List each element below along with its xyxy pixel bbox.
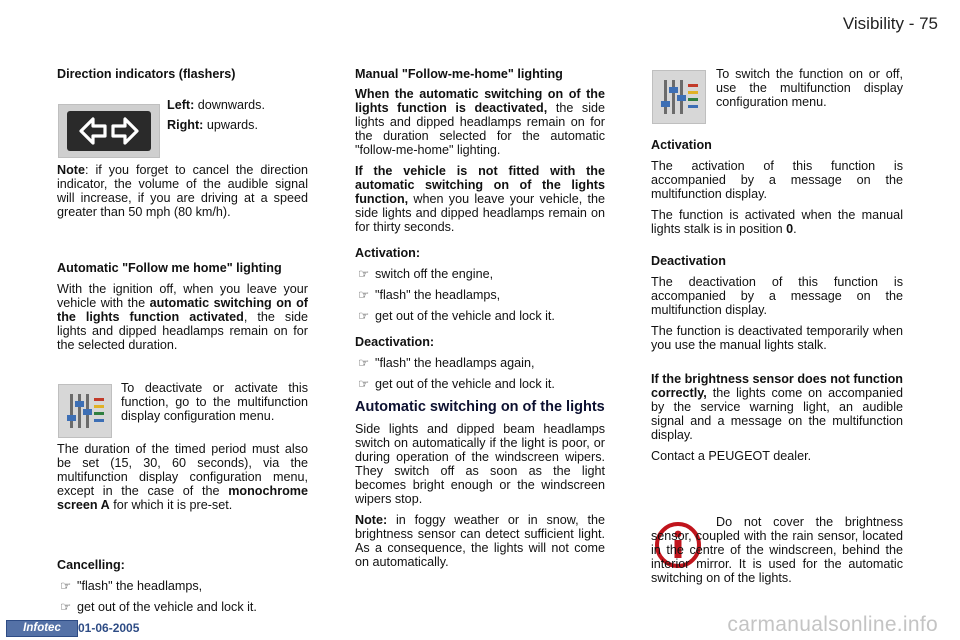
note-label: Note [57, 163, 85, 177]
left-label: Left: [167, 98, 195, 112]
deactivation-item-1: "flash" the headlamps again, [375, 356, 535, 370]
deactivation-paragraph-1: The deactivation of this function is accompanied by a message on the multifunction display. [651, 275, 903, 317]
direction-indicator-image [58, 104, 160, 158]
duration-bold: monochrome screen A [57, 484, 308, 512]
deactivation-item-2: get out of the vehicle and lock it. [375, 377, 555, 391]
watermark: carmanualsonline.info [727, 613, 938, 636]
manual-follow-heading: Manual "Follow-me-home" lighting [355, 67, 563, 81]
duration-block [57, 442, 308, 519]
note-text: : if you forget to cancel the direction indicator, the volume of the audible signal will increase, if you are driving at a speed greater than 50 mph (80 km/h). [57, 163, 308, 219]
follow-me-home-paragraph [57, 282, 308, 352]
note-label-2: Note: [355, 513, 388, 527]
auto-switching-paragraph: Side lights and dipped beam headlamps switch on automatically if the light is poor, or during operation of the windscreen wipers. They switch off as soon as the light becomes bright enough or the windscreen wipers stop. [355, 422, 605, 506]
activation-p2-c: . [793, 222, 797, 236]
cancelling-heading: Cancelling: [57, 558, 125, 572]
list-item [57, 600, 308, 614]
left-line [167, 98, 307, 112]
manual-paragraph-2 [355, 164, 605, 234]
activation-p2-a: The function is activated when the manual lights stalk is in position [651, 208, 903, 236]
activation-heading-right: Activation [651, 138, 712, 152]
sensor-text: the lights come on accompanied by the service warning light, an audible signal and a message on the multifunction display. [651, 386, 903, 442]
sensor-block [651, 372, 903, 470]
activation-item-1: switch off the engine, [375, 267, 494, 281]
deactivation-heading: Deactivation: [355, 335, 435, 349]
list-item [57, 579, 308, 593]
auto-switching-note [355, 513, 605, 569]
page-title: Visibility - 75 [842, 14, 938, 33]
follow-text-c: , the side lights and dipped headlamps remain on for the selected duration. [57, 310, 308, 352]
cancel-item-2: get out of the vehicle and lock it. [77, 600, 257, 614]
deactivate-note [121, 381, 308, 430]
infotec-badge: Infotec [6, 620, 78, 637]
activation-paragraph-1: The activation of this function is accompanied by a message on the multifunction display. [651, 159, 903, 201]
arrow-left-right-icon [67, 111, 151, 151]
pointing-hand-icon: ☞ [358, 377, 370, 391]
pointing-hand-icon: ☞ [358, 267, 370, 281]
warning-block [651, 515, 903, 585]
auto-switching-block [355, 399, 605, 576]
pointing-hand-icon: ☞ [358, 309, 370, 323]
activation-item-3: get out of the vehicle and lock it. [375, 309, 555, 323]
note-paragraph [57, 163, 308, 219]
manual-p2-bold: If the vehicle is not fitted with the automatic switching on of the lights function, [355, 164, 605, 206]
list-item [355, 309, 605, 323]
cancel-item-1: "flash" the headlamps, [77, 579, 203, 593]
direction-indicators-heading: Direction indicators (flashers) [57, 67, 236, 81]
switch-function-note [716, 67, 903, 116]
follow-me-home-block [57, 261, 308, 359]
column-left [57, 67, 308, 88]
manual-p2-text: when you leave your vehicle, the side lights and dipped headlamps remain on for thirty seconds. [355, 192, 605, 234]
deactivation-block-right [651, 254, 903, 359]
left-right-labels [167, 98, 307, 132]
follow-me-home-heading: Automatic "Follow me home" lighting [57, 261, 282, 275]
note-block [57, 163, 308, 226]
list-item [355, 288, 605, 302]
activation-item-2: "flash" the headlamps, [375, 288, 501, 302]
left-text: downwards. [197, 98, 265, 112]
column-middle [355, 67, 605, 398]
warning-text: Do not cover the brightness sensor, coupled with the rain sensor, located in the centre of the windscreen, behind the interior mirror. It is used for the automatic switching on of the lights. [651, 515, 903, 585]
column-right [651, 138, 903, 243]
duration-a: The duration of the timed period must also be set (15, 30, 60 seconds), via the multifunction display configuration menu, except in the case of the [57, 442, 308, 498]
manual-p1-text: the side lights and dipped headlamps remain on for the duration selected for the automatic "follow-me-home" lighting. [355, 101, 605, 157]
right-text: upwards. [206, 118, 258, 132]
activation-p2-bold: 0 [786, 222, 794, 236]
follow-text-bold: automatic switching on of the lights function activated [57, 296, 308, 324]
deactivation-paragraph-2: The function is deactivated temporarily when you use the manual lights stalk. [651, 324, 903, 352]
list-item [355, 377, 605, 391]
auto-switching-heading: Automatic switching on of the lights [355, 399, 605, 415]
follow-text-a: With the ignition off, when you leave your vehicle with the [57, 282, 308, 310]
manual-p1-bold: When the automatic switching on of the lights function is deactivated, [355, 87, 605, 115]
manual-paragraph-1 [355, 87, 605, 157]
right-label: Right: [167, 118, 204, 132]
duration-paragraph [57, 442, 308, 512]
deactivation-heading-right: Deactivation [651, 254, 726, 268]
list-item [355, 356, 605, 370]
settings-sliders-icon [59, 385, 111, 437]
list-item [355, 267, 605, 281]
activation-paragraph-2 [651, 208, 903, 236]
config-menu-image-1 [58, 384, 112, 438]
switch-function-text: To switch the function on or off, use the multifunction display configuration menu. [716, 67, 903, 109]
pointing-hand-icon: ☞ [60, 600, 72, 614]
activation-heading: Activation: [355, 246, 421, 260]
deactivate-text: To deactivate or activate this function, go to the multifunction display configuration menu. [121, 381, 308, 423]
footer-date: 01-06-2005 [78, 621, 140, 635]
indicator-panel [67, 111, 151, 151]
pointing-hand-icon: ☞ [358, 288, 370, 302]
config-menu-image-2 [652, 70, 706, 124]
sensor-bold: If the brightness sensor does not function correctly, [651, 372, 903, 400]
sensor-paragraph [651, 372, 903, 442]
cancelling-block [57, 558, 308, 621]
page-header [0, 0, 960, 46]
note-text-2: in foggy weather or in snow, the brightness sensor can detect sufficient light. As a consequence, the lights will not come on automatically. [355, 513, 605, 569]
contact-dealer: Contact a PEUGEOT dealer. [651, 449, 812, 463]
duration-c: for which it is pre-set. [109, 498, 233, 512]
settings-sliders-icon [653, 71, 705, 123]
pointing-hand-icon: ☞ [60, 579, 72, 593]
pointing-hand-icon: ☞ [358, 356, 370, 370]
right-line [167, 118, 307, 132]
